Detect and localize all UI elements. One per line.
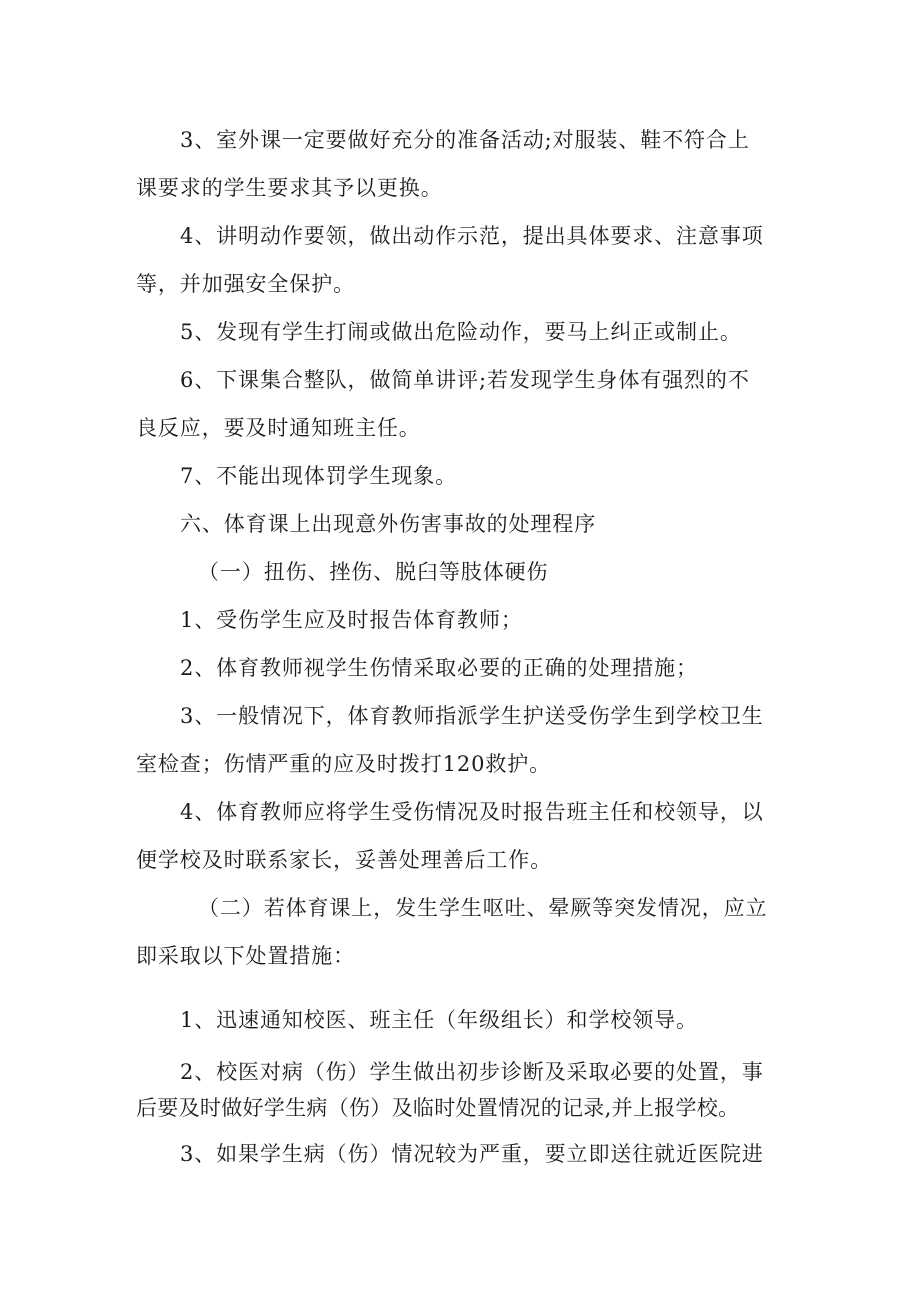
- section-heading: 六、体育课上出现意外伤害事故的处理程序: [180, 512, 597, 536]
- paragraph-line: 即采取以下处置措施：: [136, 944, 355, 968]
- paragraph-line: 等，并加强安全保护。: [136, 272, 355, 296]
- paragraph-line: 1、迅速通知校医、班主任（年级组长）和学校领导。: [180, 1008, 698, 1032]
- paragraph-line: 4、讲明动作要领，做出动作示范，提出具体要求、注意事项: [180, 224, 764, 248]
- paragraph-line: 5、发现有学生打闹或做出危险动作，要马上纠正或制止。: [180, 320, 742, 344]
- paragraph-line: 便学校及时联系家长，妥善处理善后工作。: [136, 848, 553, 872]
- paragraph-line: 6、下课集合整队，做简单讲评;若发现学生身体有强烈的不: [180, 368, 750, 392]
- paragraph-line: 后要及时做好学生病（伤）及临时处置情况的记录,并上报学校。: [136, 1096, 740, 1120]
- paragraph-line: 3、室外课一定要做好充分的准备活动;对服装、鞋不符合上: [180, 128, 750, 152]
- subsection-heading: （二）若体育课上，发生学生呕吐、晕厥等突发情况，应立: [198, 896, 768, 920]
- paragraph-line: 良反应，要及时通知班主任。: [136, 416, 421, 440]
- paragraph-line: 7、不能出现体罚学生现象。: [180, 464, 458, 488]
- paragraph-line: 3、一般情况下，体育教师指派学生护送受伤学生到学校卫生: [180, 704, 764, 728]
- paragraph-line: 4、体育教师应将学生受伤情况及时报告班主任和校领导，以: [180, 800, 764, 824]
- paragraph-line: 室检查；伤情严重的应及时拨打120救护。: [136, 752, 552, 776]
- paragraph-line: 课要求的学生要求其予以更换。: [136, 176, 443, 200]
- paragraph-line: 2、体育教师视学生伤情采取必要的正确的处理措施；: [180, 656, 698, 680]
- paragraph-line: 2、校医对病（伤）学生做出初步诊断及采取必要的处置，事: [180, 1060, 764, 1084]
- paragraph-line: 1、受伤学生应及时报告体育教师；: [180, 608, 523, 632]
- paragraph-line: 3、如果学生病（伤）情况较为严重，要立即送往就近医院进: [180, 1142, 764, 1166]
- subsection-heading: （一）扭伤、挫伤、脱臼等肢体硬伤: [198, 560, 549, 584]
